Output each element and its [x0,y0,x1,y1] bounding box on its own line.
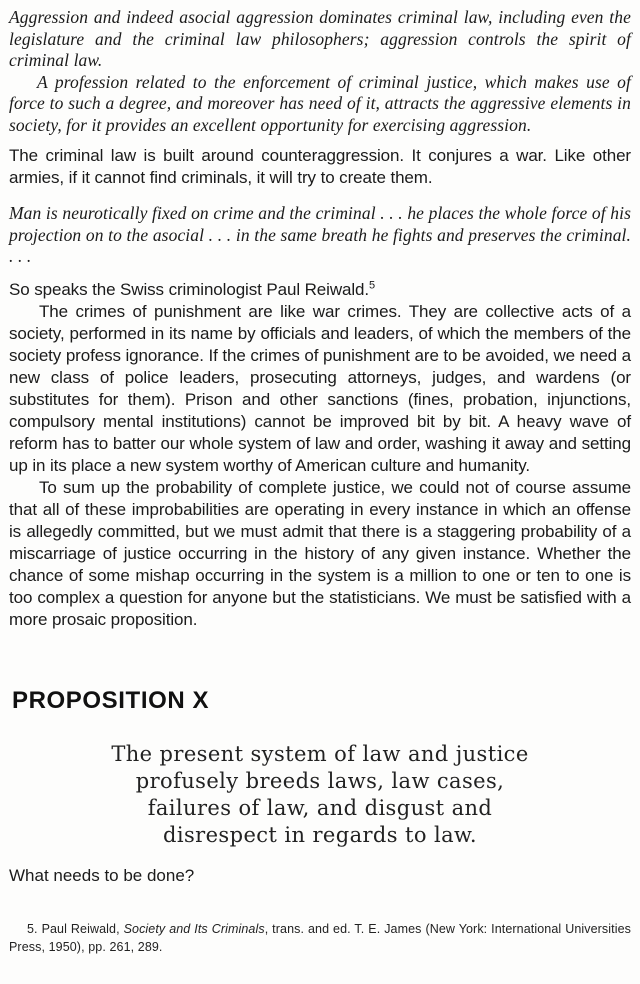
proposition-line-3: failures of law, and disgust and [147,795,493,820]
footnote-publication-details: , trans. and ed. T. E. James (New York: International Universities Press, 1950), pp. 261, 289. [9,921,631,954]
speaks-line [9,279,631,301]
footnote-book-title: Society and Its Criminals [123,921,265,936]
body-paragraph-crimes-of-punishment: The crimes of punishment are like war crimes. They are collective acts of a society, performed in its name by officials and leaders, of which the members of the society profess ignorance. If the crimes of punishment are to be avoided, we need a new class of police leaders, prosecuting attorneys, judges, and wardens (or substitutes for them). Prison and other sanctions (fines, probation, injunctions, compulsory mental institutions) cannot be improved bit by bit. A heavy wave of reform has to batter our whole system of law and order, washing it away and setting up in its place a new system worthy of American culture and humanity. [9,301,632,475]
footnote-reference-marker: 5 [369,278,376,291]
proposition-line-4: disrespect in regards to law. [163,822,477,847]
epigraph-quote-2: Man is neurotically fixed on crime and the criminal . . . he places the whole force of his projection on to the asocial . . . in the same breath he fights and preserves the criminal. . . . [9,203,631,266]
footnote [9,920,631,956]
question-line: What needs to be done? [9,865,195,885]
footnote-author: Paul Reiwald, [41,921,124,936]
body-paragraph-counteraggression: The criminal law is built around counteraggression. It conjures a war. Like other armies, if it cannot find criminals, it will try to create them. [9,146,631,187]
epigraph-quote-1-para-1: Aggression and indeed asocial aggression dominates criminal law, including even the legislature and the criminal law philosophers; aggression controls the spirit of criminal law. [9,7,631,70]
footnote-number: 5. [27,921,42,936]
epigraph-quote-1-para-2: A profession related to the enforcement of criminal justice, which makes use of force to such a degree, and moreover has need of it, attracts the aggressive elements in society, for it provides an excellent opportunity for exercising aggression. [9,71,631,135]
section-heading-proposition-x: PROPOSITION X [12,686,210,714]
proposition-statement [9,741,631,849]
speaks-line-text: So speaks the Swiss criminologist Paul Reiwald. [9,279,370,299]
proposition-line-2: profusely breeds laws, law cases, [135,768,505,793]
body-paragraph-probability-of-justice: To sum up the probability of complete justice, we could not of course assume that all of these improbabilities are operating in every instance in which an offense is allegedly committed, but we must admit that there is a staggering probability of a miscarriage of justice occurring in the history of any given instance. Whether the chance of some mishap occurring in the system is a million to one or ten to one is too complex a question for anyone but the statisticians. We must be satisfied with a more prosaic proposition. [9,477,631,629]
proposition-line-1: The present system of law and justice [111,741,529,766]
